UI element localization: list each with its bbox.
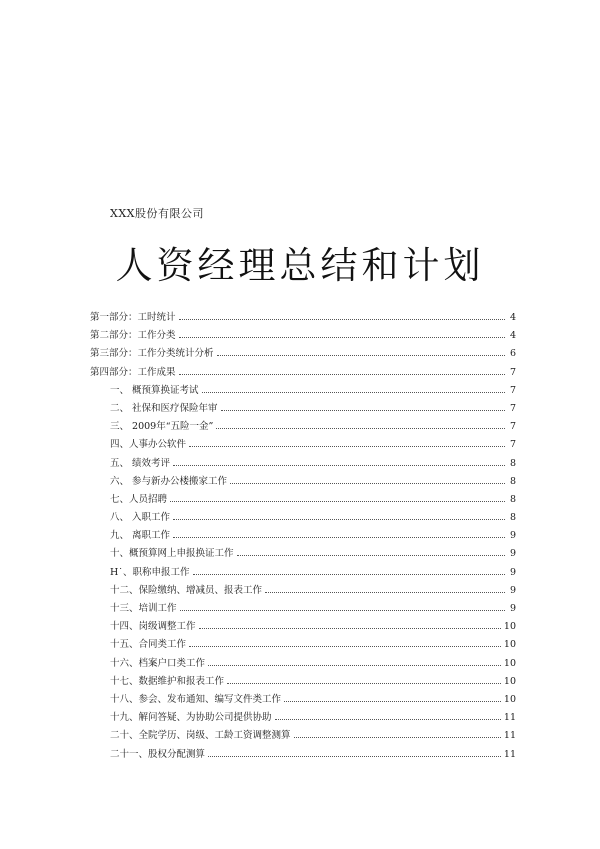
toc-dot-leader: [284, 689, 501, 702]
toc-dot-leader: [208, 653, 501, 666]
toc-entry-label: 七、人员招聘: [110, 493, 168, 505]
toc-entry[interactable]: [90, 325, 516, 343]
toc-entry-label: 八、 入职工作: [110, 512, 171, 524]
toc-entry-page: 11: [503, 748, 516, 760]
toc-dot-leader: [230, 471, 505, 484]
toc-dot-leader: [179, 307, 505, 320]
toc-entry[interactable]: [90, 634, 516, 652]
toc-entry-label: 十五、合同类工作: [110, 639, 187, 651]
toc-entry-page: 10: [503, 693, 516, 705]
toc-entry-label: 三、 2009年“五险一金”: [110, 421, 214, 433]
toc-entry[interactable]: [90, 616, 516, 634]
toc-entry-label: 一、 概预算换证考试: [110, 384, 199, 396]
toc-entry-label: 第四部分：工作成果: [90, 366, 176, 378]
toc-dot-leader: [294, 725, 501, 738]
toc-entry-label: 第二部分：工作分类: [90, 330, 176, 342]
toc-entry[interactable]: [90, 380, 516, 398]
toc-dot-leader: [227, 671, 501, 684]
toc-entry[interactable]: [90, 398, 516, 416]
toc-entry-label: 二、 社保和医疗保险年审: [110, 402, 218, 414]
toc-entry[interactable]: [90, 507, 516, 525]
toc-entry-label: 十九、解问答疑、为协助公司提供协助: [110, 712, 272, 724]
toc-entry-page: 10: [503, 639, 516, 651]
toc-entry[interactable]: [90, 707, 516, 725]
toc-dot-leader: [221, 398, 505, 411]
toc-dot-leader: [189, 434, 505, 447]
toc-entry[interactable]: [90, 525, 516, 543]
toc-entry[interactable]: [90, 416, 516, 434]
toc-entry-page: 11: [503, 730, 516, 742]
toc-entry[interactable]: [90, 580, 516, 598]
toc-entry-label: 二十、全院学历、岗级、工龄工资调整测算: [110, 730, 291, 742]
toc-entry[interactable]: [90, 744, 516, 762]
company-name: XXX股份有限公司: [110, 207, 204, 220]
toc-entry-label: 十四、岗级调整工作: [110, 621, 196, 633]
toc-dot-leader: [275, 707, 501, 720]
toc-dot-leader: [193, 562, 505, 575]
toc-entry[interactable]: [90, 471, 516, 489]
toc-entry[interactable]: [90, 343, 516, 361]
toc-entry-label: 十、概预算网上申报换证工作: [110, 548, 234, 560]
toc-entry[interactable]: [90, 671, 516, 689]
toc-dot-leader: [189, 634, 501, 647]
toc-dot-leader: [179, 362, 505, 375]
toc-dot-leader: [216, 416, 505, 429]
toc-entry[interactable]: [90, 362, 516, 380]
toc-dot-leader: [173, 453, 505, 466]
toc-entry-page: 8: [509, 457, 516, 469]
document-title: 人资经理总结和计划: [115, 244, 485, 287]
toc-entry[interactable]: [90, 543, 516, 561]
toc-entry-page: 8: [509, 493, 516, 505]
toc-dot-leader: [202, 380, 505, 393]
toc-dot-leader: [170, 489, 505, 502]
toc-entry-page: 7: [509, 402, 516, 414]
toc-entry[interactable]: [90, 453, 516, 471]
toc-dot-leader: [179, 325, 505, 338]
toc-entry-page: 4: [509, 312, 516, 323]
toc-entry-page: 10: [503, 621, 516, 633]
toc-dot-leader: [208, 744, 501, 757]
toc-entry[interactable]: [90, 489, 516, 507]
toc-entry-page: 6: [509, 348, 516, 360]
toc-entry[interactable]: [90, 562, 516, 580]
toc-dot-leader: [180, 598, 505, 611]
toc-dot-leader: [173, 525, 505, 538]
toc-entry-label: 五、 绩效考评: [110, 457, 171, 469]
toc-entry-page: 4: [509, 330, 516, 342]
toc-entry-label: 十七、数据维护和报表工作: [110, 675, 225, 687]
toc-entry-page: 9: [509, 566, 516, 578]
toc-dot-leader: [173, 507, 505, 520]
toc-entry-label: 十三、培训工作: [110, 603, 177, 614]
toc-entry-page: 9: [509, 530, 516, 542]
toc-entry[interactable]: [90, 725, 516, 743]
toc-entry[interactable]: [90, 689, 516, 707]
toc-entry[interactable]: [90, 434, 516, 452]
toc-entry-page: 7: [509, 421, 516, 433]
toc-entry-page: 10: [503, 657, 516, 669]
toc-dot-leader: [237, 543, 505, 556]
toc-entry-page: 8: [509, 475, 516, 487]
toc-entry-page: 7: [509, 384, 516, 396]
toc-entry[interactable]: [90, 307, 516, 325]
toc-dot-leader: [199, 616, 501, 629]
toc-entry-page: 10: [503, 675, 516, 687]
toc-entry[interactable]: [90, 598, 516, 616]
toc-dot-leader: [265, 580, 505, 593]
toc-entry-page: 9: [509, 584, 516, 596]
toc-entry-page: 9: [509, 548, 516, 560]
toc-entry-label: 二十一、股权分配测算: [110, 748, 206, 760]
toc-entry-label: 第一部分：工时统计: [90, 312, 176, 323]
toc-dot-leader: [217, 343, 505, 356]
toc-entry[interactable]: [90, 653, 516, 671]
toc-entry-page: 8: [509, 512, 516, 524]
toc-entry-page: 11: [503, 712, 516, 724]
toc-entry-label: 十二、保险缴纳、增减员、报表工作: [110, 584, 263, 596]
toc-entry-label: 第三部分：工作分类统计分析: [90, 348, 214, 360]
toc-entry-label: 十八、参会、发布通知、编写文件类工作: [110, 693, 282, 705]
toc-entry-label: 四、人事办公软件: [110, 439, 187, 451]
toc-entry-label: 十六、档案户口类工作: [110, 657, 206, 669]
toc-entry-page: 9: [509, 603, 516, 614]
table-of-contents: [90, 307, 516, 762]
toc-entry-page: 7: [509, 366, 516, 378]
toc-entry-label: 九、 离职工作: [110, 530, 171, 542]
toc-entry-label: 六、 参与新办公楼搬家工作: [110, 475, 228, 487]
toc-entry-label: H˙、职称申报工作: [110, 566, 190, 578]
toc-entry-page: 7: [509, 439, 516, 451]
